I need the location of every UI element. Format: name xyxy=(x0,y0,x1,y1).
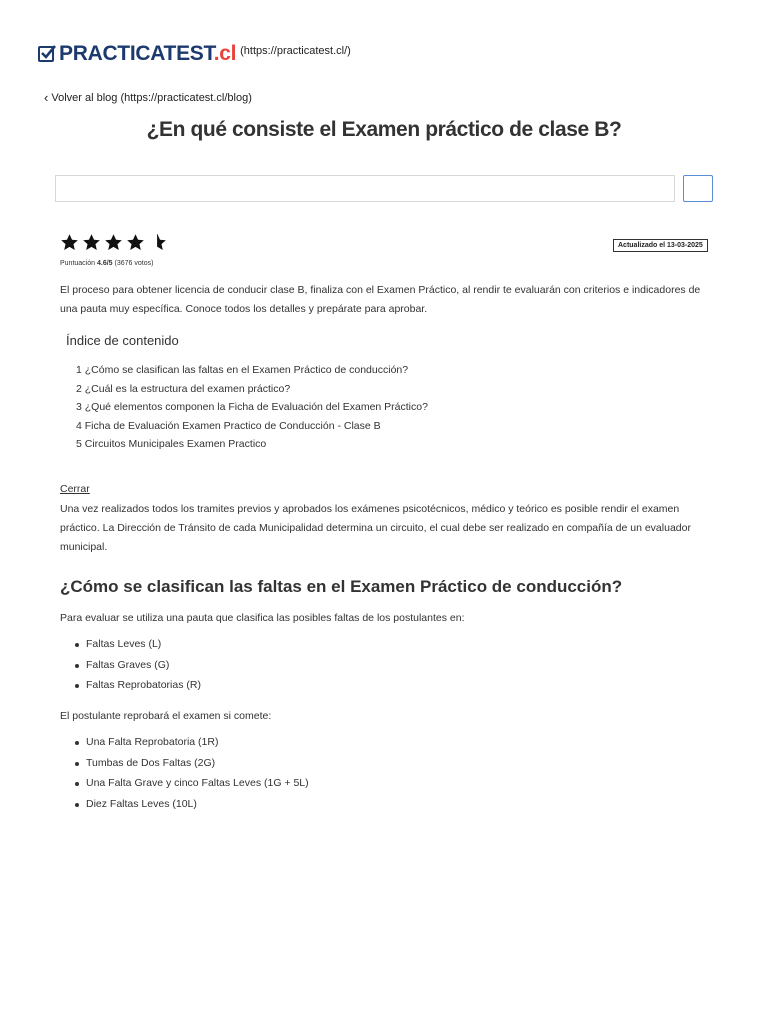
updated-date-badge: Actualizado el 13-03-2025 xyxy=(613,239,708,252)
section-paragraph: El postulante reprobará el examen si comete: xyxy=(60,710,272,722)
toc-item[interactable]: 2 ¿Cuál es la estructura del examen práctico? xyxy=(76,382,291,395)
intro-paragraph: El proceso para obtener licencia de conducir clase B, finaliza con el Examen Práctico, al rendir te evaluarán con criterios e indicadores de una pauta muy específica. Conoce todos los detalles y prepárate para aprobar. xyxy=(60,284,701,315)
body-paragraph: Una vez realizados todos los tramites previos y aprobados los exámenes psicotécnicos, médico y teórico es posible rendir el examen práctico. La Dirección de Tránsito de cada Municipalidad determina un circuito, el cual debe ser realizado en compañía de un evaluador municipal. xyxy=(60,503,691,553)
toc-item[interactable]: 4 Ficha de Evaluación Examen Practico de Conducción - Clase B xyxy=(76,419,381,432)
rating-summary: Puntuación 4.6/5 (3676 votos) xyxy=(60,260,154,267)
toc-item[interactable]: 5 Circuitos Municipales Examen Practico xyxy=(76,438,267,450)
star-full-icon xyxy=(126,233,145,252)
list-item: Una Falta Grave y cinco Faltas Leves (1G + 5L) xyxy=(74,773,309,794)
search-input[interactable] xyxy=(55,175,675,202)
back-link-label: Volver al blog (https://practicatest.cl/blog) xyxy=(51,91,252,104)
list-item: Diez Faltas Leves (10L) xyxy=(74,794,309,815)
back-to-blog-link[interactable] xyxy=(44,90,252,105)
toc-close-link[interactable]: Cerrar xyxy=(60,483,90,495)
toc-item[interactable]: 3 ¿Qué elementos componen la Ficha de Evaluación del Examen Práctico? xyxy=(76,401,428,413)
list-item: Tumbas de Dos Faltas (2G) xyxy=(74,753,309,774)
list-item: Faltas Leves (L) xyxy=(74,634,201,655)
reprobacion-list xyxy=(74,732,309,814)
toc-title: Índice de contenido xyxy=(66,333,179,348)
site-header xyxy=(38,42,351,66)
list-item: Una Falta Reprobatoria (1R) xyxy=(74,732,309,753)
section-paragraph: Para evaluar se utiliza una pauta que clasifica las posibles faltas de los postulantes en: xyxy=(60,612,465,624)
rating-stars xyxy=(60,233,170,252)
star-full-icon xyxy=(82,233,101,252)
chevron-left-icon: ‹ xyxy=(44,90,49,105)
toc-item[interactable]: 1 ¿Cómo se clasifican las faltas en el Examen Práctico de conducción? xyxy=(76,364,409,376)
list-item: Faltas Graves (G) xyxy=(74,655,201,676)
star-full-icon xyxy=(60,233,79,252)
page-title: ¿En qué consiste el Examen práctico de clase B? xyxy=(146,118,622,141)
star-full-icon xyxy=(104,233,123,252)
section-heading: ¿Cómo se clasifican las faltas en el Examen Práctico de conducción? xyxy=(60,577,623,596)
site-logo[interactable]: PRACTICATEST.cl xyxy=(59,42,237,65)
search-button[interactable] xyxy=(683,175,713,202)
list-item: Faltas Reprobatorias (R) xyxy=(74,675,201,696)
logo-url-text[interactable]: (https://practicatest.cl/) xyxy=(240,45,351,57)
star-half-icon xyxy=(148,233,167,252)
checkbox-logo-icon[interactable] xyxy=(38,46,54,62)
faltas-list xyxy=(74,634,201,696)
toc-list xyxy=(76,361,428,454)
